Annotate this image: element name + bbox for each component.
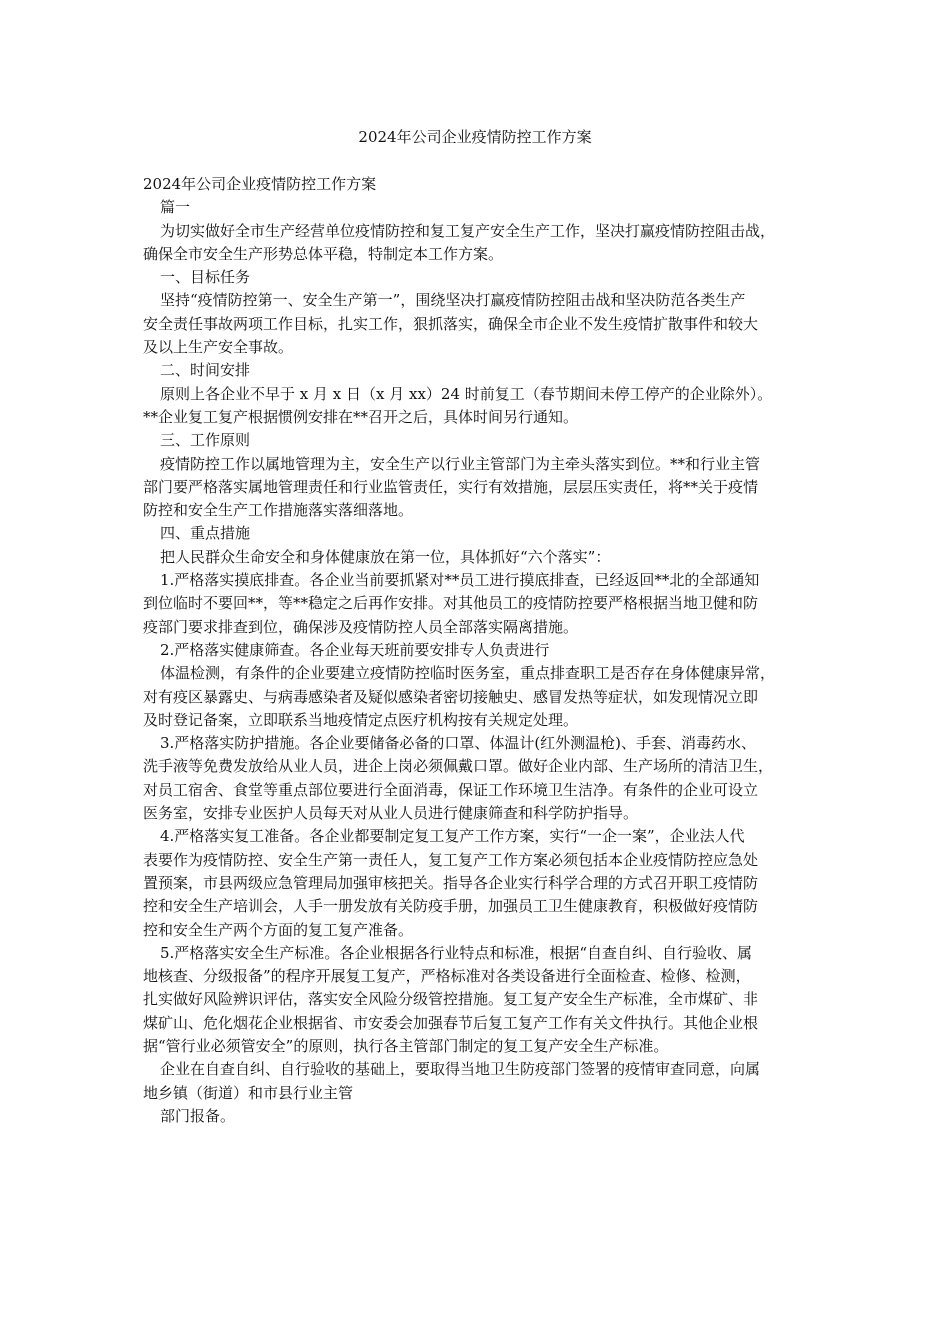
- paragraph-line: 控和安全生产两个方面的复工复产准备。: [143, 920, 414, 939]
- paragraph-line: 据“管行业必须管安全”的原则，执行各主管部门制定的复工复产安全生产标准。: [143, 1036, 669, 1055]
- paragraph-line: 5.严格落实安全生产标准。各企业根据各行业特点和标准，根据“自查自纠、自行验收、属: [160, 943, 752, 962]
- paragraph-line: 医务室，安排专业医护人员每天对从业人员进行健康筛查和科学防护指导。: [143, 804, 639, 823]
- document-body: [143, 173, 807, 1128]
- paragraph-line: 体温检测，有条件的企业要建立疫情防控临时医务室，重点排查职工是否存在身体健康异常，: [160, 664, 776, 683]
- paragraph-line: 及以上生产安全事故。: [143, 338, 294, 357]
- paragraph-line: 坚持“疫情防控第一、安全生产第一”，围绕坚决打赢疫情防控阻击战和坚决防范各类生产: [160, 291, 746, 310]
- paragraph-line: **企业复工复产根据惯例安排在**召开之后，具体时间另行通知。: [143, 407, 579, 426]
- paragraph-line: 洗手液等免费发放给从业人员，进企上岗必须佩戴口罩。做好企业内部、生产场所的清洁卫生，: [143, 757, 774, 776]
- paragraph-line: 安全责任事故两项工作目标，扎实工作，狠抓落实，确保全市企业不发生疫情扩散事件和较大: [143, 314, 759, 333]
- paragraph-line: 及时登记备案，立即联系当地疫情定点医疗机构按有关规定处理。: [143, 710, 579, 729]
- paragraph-line: 2.严格落实健康筛查。各企业每天班前要安排专人负责进行: [160, 640, 550, 659]
- section-heading: 四、重点措施: [160, 524, 251, 543]
- paragraph-line: 确保全市安全生产形势总体平稳，特制定本工作方案。: [143, 244, 504, 263]
- paragraph-line: 地核查、分级报备”的程序开展复工复产，严格标准对各类设备进行全面检查、检修、检测，: [143, 967, 751, 986]
- paragraph-line: 煤矿山、危化烟花企业根据省、市安委会加强春节后复工复产工作有关文件执行。其他企业根: [143, 1013, 759, 1032]
- paragraph-line: 企业在自查自纠、自行验收的基础上，要取得当地卫生防疫部门签署的疫情审查同意，向属: [160, 1060, 761, 1079]
- paragraph-line: 4.严格落实复工准备。各企业都要制定复工复产工作方案，实行“一企一案”，企业法人代: [160, 827, 745, 846]
- paragraph-line: 2024年公司企业疫情防控工作方案: [143, 175, 377, 193]
- paragraph-line: 疫情防控工作以属地管理为主，安全生产以行业主管部门为主牵头落实到位。**和行业主管: [160, 454, 761, 473]
- section-heading: 一、目标任务: [160, 268, 251, 287]
- paragraph-line: 3.严格落实防护措施。各企业要储备必备的口罩、体温计(红外测温枪)、手套、消毒药水、: [160, 734, 757, 753]
- paragraph-line: 为切实做好全市生产经营单位疫情防控和复工复产安全生产工作，坚决打赢疫情防控阻击战，: [160, 221, 776, 240]
- paragraph-line: 疫部门要求排查到位，确保涉及疫情防控人员全部落实隔离措施。: [143, 617, 579, 636]
- paragraph-line: 控和安全生产培训会，人手一册发放有关防疫手册，加强员工卫生健康教育，积极做好疫情防: [143, 897, 759, 916]
- section-heading: 篇一: [160, 198, 191, 217]
- paragraph-line: 防控和安全生产工作措施落实落细落地。: [143, 501, 414, 520]
- document-title: 2024年公司企业疫情防控工作方案: [358, 128, 592, 146]
- paragraph-line: 部门报备。: [160, 1106, 236, 1125]
- paragraph-line: 对员工宿舍、食堂等重点部位要进行全面消毒，保证工作环境卫生洁净。有条件的企业可设立: [143, 780, 759, 799]
- section-heading: 二、时间安排: [160, 361, 251, 380]
- paragraph-line: 对有疫区暴露史、与病毒感染者及疑似感染者密切接触史、感冒发热等症状，如发现情况立即: [143, 687, 759, 706]
- paragraph-line: 表要作为疫情防控、安全生产第一责任人，复工复产工作方案必须包括本企业疫情防控应急处: [143, 850, 759, 869]
- paragraph-line: 1.严格落实摸底排查。各企业当前要抓紧对**员工进行摸底排查，已经返回**北的全部通知: [160, 571, 760, 590]
- paragraph-line: 到位临时不要回**，等**稳定之后再作安排。对其他员工的疫情防控要严格根据当地卫健和防: [143, 594, 759, 613]
- paragraph-line: 扎实做好风险辨识评估，落实安全风险分级管控措施。复工复产安全生产标准，全市煤矿、非: [143, 990, 759, 1009]
- section-heading: 三、工作原则: [160, 431, 251, 450]
- paragraph-line: 地乡镇（街道）和市县行业主管: [143, 1083, 354, 1102]
- paragraph-line: 把人民群众生命安全和身体健康放在第一位，具体抓好“六个落实”：: [160, 547, 611, 566]
- paragraph-line: 原则上各企业不早于 x 月 x 日（x 月 xx）24 时前复工（春节期间未停工停产的企业除外）。: [160, 384, 773, 403]
- paragraph-line: 部门要严格落实属地管理责任和行业监管责任，实行有效措施，层层压实责任，将**关于疫情: [143, 477, 759, 496]
- paragraph-line: 置预案，市县两级应急管理局加强审核把关。指导各企业实行科学合理的方式召开职工疫情防: [143, 873, 759, 892]
